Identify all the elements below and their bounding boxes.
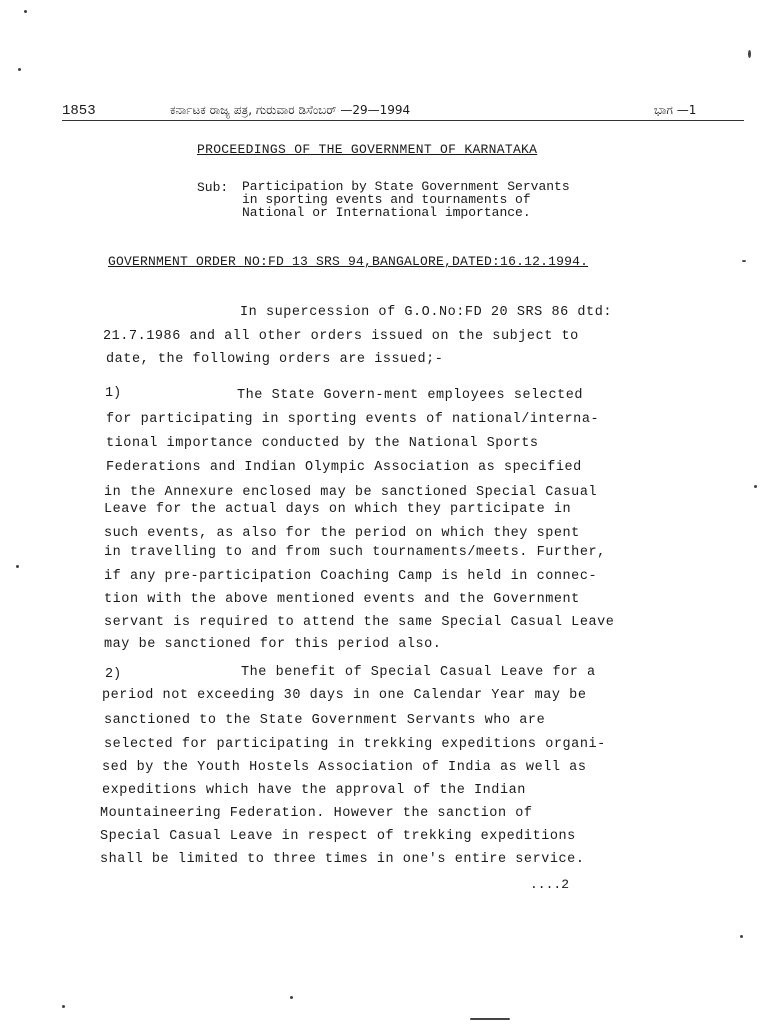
- government-order-line: GOVERNMENT ORDER NO:FD 13 SRS 94,BANGALORE,DATED:16.12.1994.: [108, 254, 589, 269]
- paragraph-line: Federations and Indian Olympic Association as specified: [106, 460, 582, 475]
- scan-speck: [290, 996, 293, 999]
- part-label: ಭಾಗ —1: [654, 103, 697, 117]
- scan-speck: [24, 10, 27, 13]
- subject-label: Sub:: [197, 180, 229, 195]
- scan-speck: [740, 935, 743, 938]
- paragraph-line: expeditions which have the approval of the Indian: [102, 783, 526, 798]
- paragraph-line: shall be limited to three times in one's entire service.: [100, 852, 585, 867]
- subject-line: Participation by State Government Servants: [242, 179, 570, 194]
- scan-speck: [16, 565, 19, 568]
- continuation-marker: ....2: [530, 877, 570, 892]
- paragraph-line: selected for participating in trekking expeditions organi-: [104, 737, 606, 752]
- paragraph-line: such events, as also for the period on which they spent: [104, 526, 580, 541]
- paragraph-line: sed by the Youth Hostels Association of India as well as: [102, 760, 587, 775]
- paragraph-line: if any pre-participation Coaching Camp is held in connec-: [104, 569, 598, 584]
- paragraph-line: tional importance conducted by the National Sports: [106, 436, 539, 451]
- paragraph-line: The State Govern-ment employees selected: [237, 388, 584, 403]
- scan-speck: [470, 1018, 510, 1020]
- header-rule: [62, 120, 744, 121]
- gazette-line: ಕರ್ನಾಟಕ ರಾಜ್ಯ ಪತ್ರ, ಗುರುವಾರ ಡಿಸೆಂಬರ್ —29—1994: [170, 103, 411, 117]
- paragraph-line: The benefit of Special Casual Leave for a: [241, 665, 596, 680]
- preamble-line: In supercession of G.O.No:FD 20 SRS 86 dtd:: [240, 305, 613, 320]
- scan-speck: [18, 68, 21, 71]
- paragraph-line: sanctioned to the State Government Servants who are: [104, 713, 546, 728]
- paragraph-line: in the Annexure enclosed may be sanctioned Special Casual: [104, 485, 598, 500]
- paragraph-number: 1): [105, 386, 122, 401]
- page-number: 1853: [62, 103, 96, 119]
- paragraph-line: Special Casual Leave in respect of trekking expeditions: [100, 829, 576, 844]
- paragraph-line: tion with the above mentioned events and the Government: [104, 592, 580, 607]
- paragraph-line: servant is required to attend the same Special Casual Leave: [104, 615, 615, 630]
- paragraph-line: Mountaineering Federation. However the sanction of: [100, 806, 533, 821]
- preamble-line: 21.7.1986 and all other orders issued on the subject to: [103, 329, 579, 344]
- paragraph-line: may be sanctioned for this period also.: [104, 637, 442, 652]
- scan-speck: [742, 260, 746, 262]
- preamble-line: date, the following orders are issued;-: [106, 352, 444, 367]
- paragraph-line: Leave for the actual days on which they participate in: [104, 502, 572, 517]
- scan-speck: [754, 485, 757, 488]
- gazette-header: [62, 103, 744, 121]
- paragraph-line: in travelling to and from such tournaments/meets. Further,: [104, 545, 606, 560]
- subject-line: National or International importance.: [242, 205, 531, 220]
- document-title: PROCEEDINGS OF THE GOVERNMENT OF KARNATAKA: [197, 142, 538, 157]
- paragraph-line: period not exceeding 30 days in one Calendar Year may be: [102, 688, 587, 703]
- scan-speck: [748, 50, 751, 58]
- paragraph-number: 2): [105, 667, 122, 682]
- subject-line: in sporting events and tournaments of: [242, 192, 531, 207]
- scan-speck: [62, 1005, 65, 1008]
- paragraph-line: for participating in sporting events of national/interna-: [106, 412, 600, 427]
